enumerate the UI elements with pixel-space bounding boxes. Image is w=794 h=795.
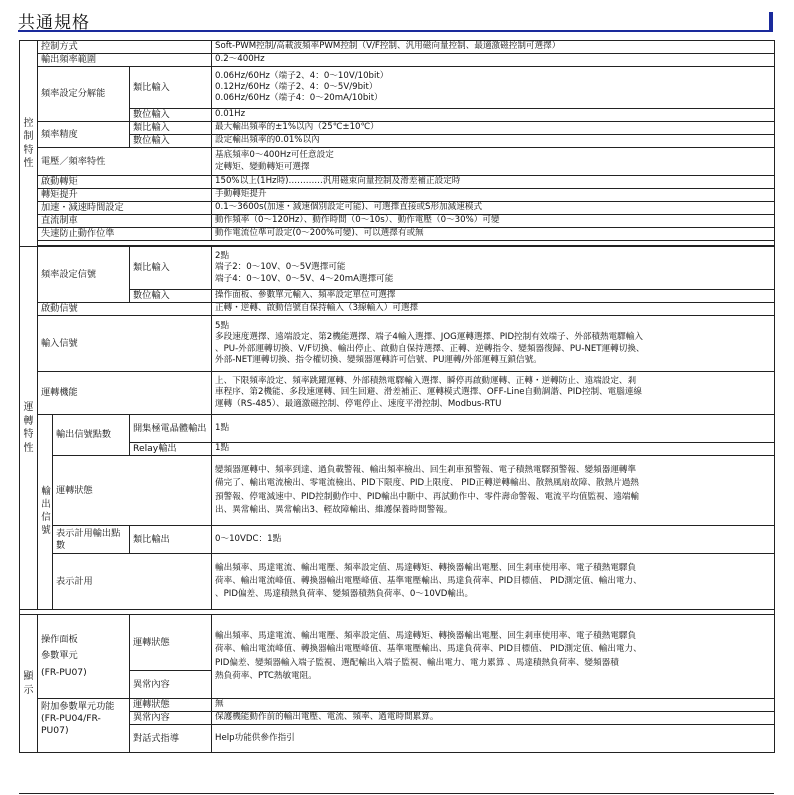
section-display: 顯示 (20, 615, 38, 753)
section-control: 控制特性 (20, 41, 38, 247)
page-title: 共通規格 (18, 13, 90, 33)
meter-points-type-label: 類比輸出 (130, 526, 212, 554)
start-signal-label: 啟動信號 (38, 303, 212, 316)
start-torque-value: 150%以上(1Hz時)…………汎用磁束向量控制及滑差補正設定時 (212, 176, 775, 189)
extra-abnormal-value: 保護機能動作前的輸出電壓、電流、頻率、過電時間累算。 (212, 712, 775, 725)
freq-signal-analog-value: 2點 端子2：0～10V、0～5V選擇可能 端子4：0～10V、0～5V、4～20mA選擇可能 (212, 247, 775, 290)
extra-abnormal-label: 異常內容 (130, 712, 212, 725)
stall-prevention-value: 動作電流位準可設定(0～200%可變)、可以選擇有或無 (212, 228, 775, 241)
extra-unit-label: 附加參數單元功能 (FR-PU04/FR- PU07) (38, 699, 130, 753)
freq-accuracy-analog-value: 最大輸出頻率的±1%以內（25℃±10℃） (212, 122, 775, 135)
section-operation: 運轉特性 (20, 247, 38, 610)
freq-resolution-label: 頻率設定分解能 (38, 67, 130, 122)
freq-resolution-analog-label: 類比輸入 (130, 67, 212, 109)
output-freq-range-label: 輸出頻率範圍 (38, 54, 212, 67)
vf-char-value: 基底頻率0～400Hz可任意設定 定轉矩、變動轉矩可選擇 (212, 148, 775, 176)
meter-points-value: 0～10VDC：1點 (212, 526, 775, 554)
control-method-label: 控制方式 (38, 41, 212, 54)
freq-resolution-digital-value: 0.01Hz (212, 109, 775, 122)
freq-accuracy-digital-label: 數位輸入 (130, 135, 212, 148)
freq-signal-label: 頻率設定信號 (38, 247, 130, 303)
input-signal-label: 輸入信號 (38, 316, 212, 372)
run-status-value: 變頻器運轉中、頻率到達、過負載警報、輸出頻率檢出、回生剎車預警報、電子積熱電驛預警報、變頻器運轉準 備完了、輸出電流檢出、零電流檢出、PID下限度、PID上限度、 PID正轉逆轉輸出、散熱風扇故障、散熱片過熱 預警報、停電減速中、PID控制動作中、PID輸出中斷中、再試動作中、零件壽命警報、電流平均值監視、遠端輸 出、異常輸出、異常輸出3、輕故障輸出、維護保養時間警報。 (212, 456, 775, 526)
page-header (0, 0, 794, 36)
dc-brake-label: 直流制車 (38, 215, 212, 228)
relay-output-value: 1點 (212, 443, 775, 456)
freq-signal-digital-label: 數位輸入 (130, 290, 212, 303)
oc-output-value: 1點 (212, 415, 775, 443)
output-freq-range-value: 0.2～400Hz (212, 54, 775, 67)
freq-accuracy-label: 頻率精度 (38, 122, 130, 148)
operation-func-value: 上、下限頻率設定、頻率跳躍運轉、外部積熱電驛輸入選擇、瞬停再啟動運轉、正轉・逆轉防止、遠端設定、剎 車程序、第2機能、多段速運轉、回生回避、滑差補正、運轉模式選擇、OFF-Line自動調諧、PID控制、電腦連線 運轉（RS-485）、最適激磁控制、停電停止、速度平滑控制、Modbus-RTU (212, 372, 775, 415)
freq-signal-digital-value: 操作面板、參數單元輸入、頻率設定單位可選擇 (212, 290, 775, 303)
accel-decel-value: 0.1～3600s(加速・減速個別設定可能)、可選擇直接或S形加減速模式 (212, 202, 775, 215)
run-status-label: 運轉狀態 (53, 456, 212, 526)
torque-boost-value: 手動轉矩提升 (212, 189, 775, 202)
dialog-guide-value: Help功能供參作指引 (212, 725, 775, 753)
header-accent-tab (769, 12, 773, 32)
operation-func-label: 運轉機能 (38, 372, 212, 415)
dc-brake-value: 動作頻率（0～120Hz）、動作時間（0～10s）、動作電壓（0～30%）可變 (212, 215, 775, 228)
panel-run-status-label: 運轉狀態 (130, 615, 212, 671)
spec-table (19, 40, 775, 753)
relay-output-label: Relay輸出 (130, 443, 212, 456)
extra-run-status-label: 運轉狀態 (130, 699, 212, 712)
panel-unit-label: 操作面板 參數單元 (FR-PU07) (38, 615, 130, 699)
stall-prevention-label: 失速防止動作位準 (38, 228, 212, 241)
extra-run-status-value: 無 (212, 699, 775, 712)
section-output-signal: 輸出信號 (38, 415, 53, 610)
bottom-rule (19, 793, 774, 794)
freq-resolution-digital-label: 數位輸入 (130, 109, 212, 122)
start-signal-value: 正轉・逆轉、啟動信號自保持輸入（3線輸入）可選擇 (212, 303, 775, 316)
freq-accuracy-digital-value: 設定輸出頻率的0.01%以內 (212, 135, 775, 148)
start-torque-label: 啟動轉矩 (38, 176, 212, 189)
control-method-value: Soft-PWM控制/高載波頻率PWM控制（V/F控制、汎用磁向量控制、最適激磁控制可選擇） (212, 41, 775, 54)
meter-value: 輸出頻率、馬達電流、輸出電壓、頻率設定值、馬達轉矩、轉換器輸出電壓、回生剎車使用率、電子積熱電驛負 荷率、輸出電流峰值、轉換器輸出電壓峰值、基準電壓輸出、馬達負荷率、PID目標值、 PID測定值、輸出電力、 、PID偏差、馬達積熱負荷率、變頻器積熱負荷率、0～10VD輸出。 (212, 554, 775, 610)
dialog-guide-label: 對話式指導 (130, 725, 212, 753)
torque-boost-label: 轉矩提升 (38, 189, 212, 202)
accel-decel-label: 加速・減速時間設定 (38, 202, 212, 215)
freq-accuracy-analog-label: 類比輸入 (130, 122, 212, 135)
output-points-label: 輸出信號點數 (53, 415, 130, 456)
oc-output-label: 開集極電晶體輸出 (130, 415, 212, 443)
meter-label: 表示計用 (53, 554, 212, 610)
header-rule (18, 30, 773, 32)
vf-char-label: 電壓／頻率特性 (38, 148, 212, 176)
panel-abnormal-label: 異常內容 (130, 671, 212, 699)
panel-value: 輸出頻率、馬達電流、輸出電壓、頻率設定值、馬達轉矩、轉換器輸出電壓、回生剎車使用率、電子積熱電驛負 荷率、輸出電流峰值、轉換器輸出電壓峰值、基準電壓輸出、馬達負荷率、PID目標值、 PID測定值、輸出電力、 PID偏差、變頻器輸入端子監視、選配輸出入端子監視、輸出電力、電力累算 、馬達積熱負荷率、變頻器積 熱負荷率、PTC熱敏電阻。 (212, 615, 775, 699)
freq-signal-analog-label: 類比輸入 (130, 247, 212, 290)
freq-resolution-analog-value: 0.06Hz/60Hz（端子2、4：0～10V/10bit） 0.12Hz/60Hz（端子2、4：0～5V/9bit） 0.06Hz/60Hz（端子4：0～20mA/10bit） (212, 67, 775, 109)
input-signal-value: 5點 多段速度選擇、遠端設定、第2機能選擇、端子4輸入選擇、JOG運轉選擇、PID控制有效端子、外部積熱電驛輸入 、PU-外部運轉切換、V/F切換、輸出停止、啟動自保持選擇、正轉、逆轉指令、變頻器復歸、PU-NET運轉切換、 外部-NET運轉切換、指令權切換、變頻器運轉許可信號、PU運轉/外部運轉互鎖信號。 (212, 316, 775, 372)
meter-points-label: 表示計用輸出點數 (53, 526, 130, 554)
